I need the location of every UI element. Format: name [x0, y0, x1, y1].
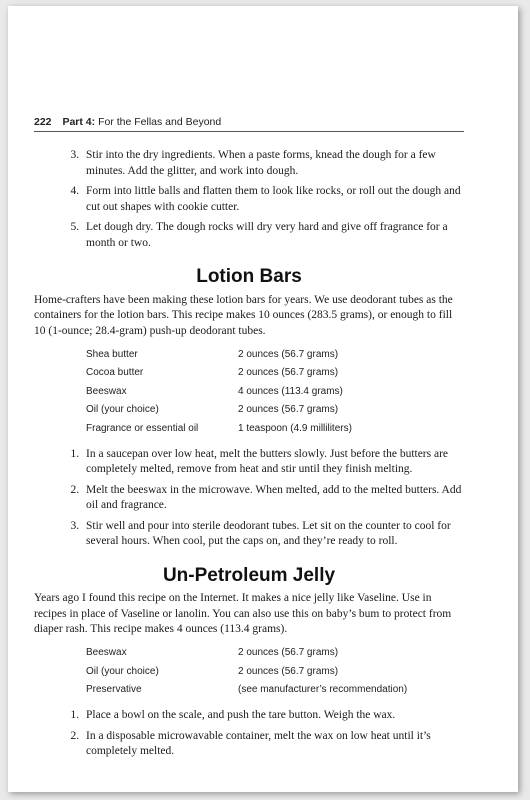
table-row: [86, 644, 407, 663]
lotion-ingredients-table: [86, 345, 352, 438]
ingredient-name: Preservative: [86, 684, 142, 695]
ingredient-amount: 4 ounces (113.4 grams): [238, 385, 343, 397]
running-header: [34, 116, 464, 132]
list-item: 1. Place a bowl on the scale, and push the tare button. Weigh the wax.: [82, 708, 464, 724]
ingredient-name: Fragrance or essential oil: [86, 422, 199, 434]
ingredient-name: Beeswax: [86, 385, 127, 397]
lotion-steps-list: [34, 447, 464, 550]
table-row: [86, 681, 407, 700]
table-row: [86, 662, 407, 681]
ingredient-name: Oil (your choice): [86, 665, 159, 677]
jelly-steps-list: [34, 708, 464, 760]
ingredient-amount: 2 ounces (56.7 grams): [238, 665, 339, 677]
ingredient-name: Oil (your choice): [86, 404, 159, 415]
table-row: [86, 345, 352, 364]
section-title-un-petroleum-jelly: Un-Petroleum Jelly: [162, 564, 336, 586]
ingredient-amount: 2 ounces (56.7 grams): [238, 348, 339, 360]
table-row: [86, 419, 352, 438]
list-item: 4. Form into little balls and flatten them to look like rocks, or roll out the dough and cut out shapes with cookie cutter.: [82, 184, 464, 215]
ingredient-name: Beeswax: [86, 647, 127, 658]
page-number: 222: [34, 116, 52, 128]
list-item: 3. Stir well and pour into sterile deodorant tubes. Let sit on the counter to cool for several hours. When cool, put the caps on, and they’re ready to roll.: [82, 519, 464, 550]
ingredient-amount: (see manufacturer’s recommendation): [238, 684, 408, 695]
table-row: [86, 364, 352, 383]
list-item: 5. Let dough dry. The dough rocks will dry very hard and give off fragrance for a month or two.: [82, 220, 464, 251]
part-title: For the Fellas and Beyond: [98, 116, 222, 128]
table-row: [86, 382, 352, 401]
page-content: [34, 148, 464, 765]
ingredient-amount: 2 ounces (56.7 grams): [238, 404, 339, 415]
jelly-ingredients-table: [86, 644, 407, 700]
ingredient-amount: 2 ounces (56.7 grams): [238, 647, 339, 658]
ingredient-name: Cocoa butter: [86, 367, 144, 378]
lotion-intro: Home-crafters have been making these lotion bars for years. We use deodorant tubes as the containers for the lotion bars. This recipe makes 10 ounces (283.5 grams), or enough to fill 10 (1-ounce; 28.4-gram) push-up deodorant tubes.: [34, 293, 453, 337]
book-page: [8, 6, 518, 792]
continued-steps-list: [34, 148, 464, 251]
list-item: 2. Melt the beeswax in the microwave. When melted, add to the melted butters. Add oil and fragrance.: [82, 483, 464, 514]
list-item: 1. In a saucepan over low heat, melt the butters slowly. Just before the butters are completely melted, remove from heat and stir until they finish melting.: [82, 447, 464, 478]
ingredient-name: Shea butter: [86, 348, 138, 360]
part-label: Part 4:: [62, 116, 96, 128]
section-title-lotion-bars: Lotion Bars: [196, 266, 302, 287]
ingredient-amount: 2 ounces (56.7 grams): [238, 367, 339, 378]
ingredient-amount: 1 teaspoon (4.9 milliliters): [238, 422, 352, 434]
list-item: 2. In a disposable microwavable container, melt the wax on low heat until it’s completely melted.: [82, 729, 464, 760]
jelly-intro: Years ago I found this recipe on the Internet. It makes a nice jelly like Vaseline. Use in recipes in place of Vaseline or lanolin. You can also use this on baby’s bum to protect from diaper rash. This recipe makes 4 ounces (113.4 grams).: [34, 592, 452, 635]
table-row: [86, 401, 352, 420]
list-item: 3. Stir into the dry ingredients. When a paste forms, knead the dough for a few minutes. Add the glitter, and work into dough.: [82, 148, 464, 179]
